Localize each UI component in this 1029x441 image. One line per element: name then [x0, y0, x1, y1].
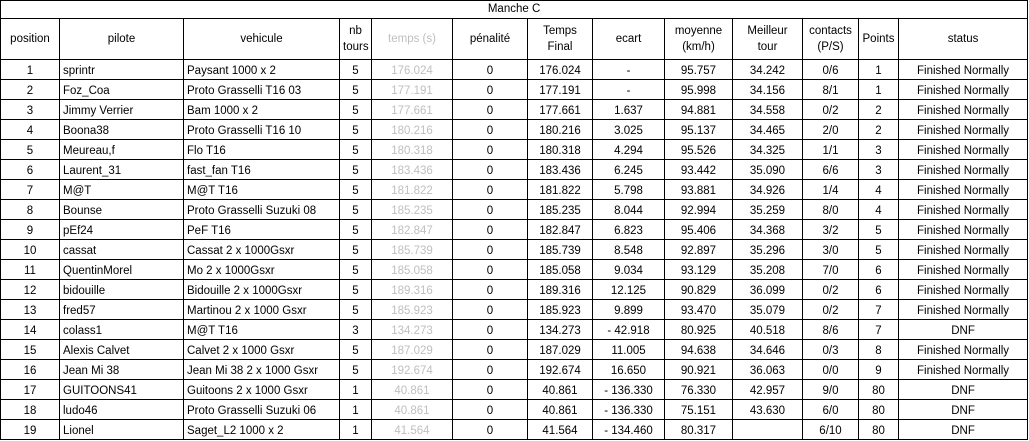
- cell-points: 4: [859, 200, 899, 220]
- cell-penalite: 0: [453, 320, 528, 340]
- cell-temps: 185.058: [372, 260, 453, 280]
- cell-status: DNF: [899, 320, 1028, 340]
- cell-meilleur-tour: 34.465: [733, 120, 803, 140]
- results-body: [1, 60, 1028, 440]
- cell-temps: 134.273: [372, 320, 453, 340]
- cell-contacts: 3/0: [803, 240, 859, 260]
- cell-temps-final: 183.436: [528, 160, 593, 180]
- table-row: [1, 80, 1028, 100]
- cell-contacts: 7/0: [803, 260, 859, 280]
- cell-meilleur-tour: [733, 420, 803, 440]
- cell-penalite: 0: [453, 260, 528, 280]
- cell-nb-tours: 5: [340, 240, 372, 260]
- cell-nb-tours: 5: [340, 200, 372, 220]
- cell-contacts: 0/3: [803, 340, 859, 360]
- cell-contacts: 8/1: [803, 80, 859, 100]
- cell-ecart: 1.637: [593, 100, 665, 120]
- cell-vehicule: Martinou 2 x 1000 Gsxr: [184, 300, 340, 320]
- cell-contacts: 8/6: [803, 320, 859, 340]
- cell-status: Finished Normally: [899, 360, 1028, 380]
- cell-ecart: 16.650: [593, 360, 665, 380]
- cell-penalite: 0: [453, 200, 528, 220]
- cell-vehicule: Paysant 1000 x 2: [184, 60, 340, 80]
- cell-ecart: 6.823: [593, 220, 665, 240]
- cell-position: 19: [1, 420, 60, 440]
- table-row: [1, 400, 1028, 420]
- cell-position: 13: [1, 300, 60, 320]
- table-row: [1, 200, 1028, 220]
- cell-pilote: Jimmy Verrier: [60, 100, 184, 120]
- cell-position: 17: [1, 380, 60, 400]
- cell-status: Finished Normally: [899, 180, 1028, 200]
- cell-pilote: GUITOONS41: [60, 380, 184, 400]
- cell-temps-final: 185.058: [528, 260, 593, 280]
- cell-temps-final: 180.216: [528, 120, 593, 140]
- cell-nb-tours: 5: [340, 300, 372, 320]
- cell-moyenne: 93.442: [665, 160, 733, 180]
- cell-temps: 187.029: [372, 340, 453, 360]
- header-pilote: pilote: [60, 19, 184, 60]
- cell-meilleur-tour: 34.156: [733, 80, 803, 100]
- cell-temps-final: 40.861: [528, 400, 593, 420]
- cell-nb-tours: 1: [340, 380, 372, 400]
- cell-temps-final: 185.739: [528, 240, 593, 260]
- cell-temps: 185.739: [372, 240, 453, 260]
- cell-temps: 176.024: [372, 60, 453, 80]
- cell-meilleur-tour: 36.099: [733, 280, 803, 300]
- cell-contacts: 1/1: [803, 140, 859, 160]
- table-row: [1, 260, 1028, 280]
- table-row: [1, 420, 1028, 440]
- cell-moyenne: 95.137: [665, 120, 733, 140]
- cell-vehicule: Calvet 2 x 1000 Gsxr: [184, 340, 340, 360]
- header-penalite: pénalité: [453, 19, 528, 60]
- cell-vehicule: Proto Grasselli T16 03: [184, 80, 340, 100]
- header-points: Points: [859, 19, 899, 60]
- cell-contacts: 0/2: [803, 100, 859, 120]
- cell-nb-tours: 5: [340, 360, 372, 380]
- cell-points: 5: [859, 220, 899, 240]
- cell-temps: 41.564: [372, 420, 453, 440]
- cell-penalite: 0: [453, 380, 528, 400]
- table-row: [1, 160, 1028, 180]
- cell-meilleur-tour: 35.090: [733, 160, 803, 180]
- cell-ecart: - 42.918: [593, 320, 665, 340]
- cell-nb-tours: 3: [340, 320, 372, 340]
- cell-meilleur-tour: 35.208: [733, 260, 803, 280]
- table-row: [1, 240, 1028, 260]
- table-row: [1, 180, 1028, 200]
- cell-temps-final: 189.316: [528, 280, 593, 300]
- cell-pilote: ludo46: [60, 400, 184, 420]
- header-moyenne: moyenne (km/h): [665, 19, 733, 60]
- cell-temps: 189.316: [372, 280, 453, 300]
- cell-pilote: Laurent_31: [60, 160, 184, 180]
- cell-moyenne: 90.829: [665, 280, 733, 300]
- cell-nb-tours: 5: [340, 340, 372, 360]
- cell-status: Finished Normally: [899, 280, 1028, 300]
- cell-status: Finished Normally: [899, 300, 1028, 320]
- cell-temps-final: 40.861: [528, 380, 593, 400]
- cell-moyenne: 95.526: [665, 140, 733, 160]
- cell-temps: 185.235: [372, 200, 453, 220]
- cell-temps: 180.216: [372, 120, 453, 140]
- header-position: position: [1, 19, 60, 60]
- header-contacts: contacts (P/S): [803, 19, 859, 60]
- cell-nb-tours: 5: [340, 120, 372, 140]
- cell-vehicule: Bidouille 2 x 1000Gsxr: [184, 280, 340, 300]
- cell-position: 10: [1, 240, 60, 260]
- title-row: [1, 1, 1028, 19]
- cell-nb-tours: 5: [340, 280, 372, 300]
- cell-status: Finished Normally: [899, 60, 1028, 80]
- cell-pilote: sprintr: [60, 60, 184, 80]
- cell-meilleur-tour: 34.646: [733, 340, 803, 360]
- cell-position: 15: [1, 340, 60, 360]
- cell-points: 2: [859, 100, 899, 120]
- cell-points: 1: [859, 80, 899, 100]
- header-ecart: ecart: [593, 19, 665, 60]
- table-row: [1, 320, 1028, 340]
- cell-temps-final: 177.661: [528, 100, 593, 120]
- cell-ecart: -: [593, 60, 665, 80]
- cell-points: 7: [859, 320, 899, 340]
- cell-temps: 182.847: [372, 220, 453, 240]
- header-status: status: [899, 19, 1028, 60]
- table-row: [1, 360, 1028, 380]
- cell-pilote: Bounse: [60, 200, 184, 220]
- cell-meilleur-tour: 34.325: [733, 140, 803, 160]
- cell-temps: 185.923: [372, 300, 453, 320]
- cell-temps: 177.661: [372, 100, 453, 120]
- cell-contacts: 2/0: [803, 120, 859, 140]
- cell-contacts: 1/4: [803, 180, 859, 200]
- header-nb-tours: nb tours: [340, 19, 372, 60]
- cell-contacts: 6/10: [803, 420, 859, 440]
- sheet-title: Manche C: [1, 1, 1028, 19]
- header-row: [1, 19, 1028, 60]
- cell-meilleur-tour: 34.926: [733, 180, 803, 200]
- cell-nb-tours: 1: [340, 400, 372, 420]
- cell-ecart: 12.125: [593, 280, 665, 300]
- cell-penalite: 0: [453, 160, 528, 180]
- cell-vehicule: Cassat 2 x 1000Gsxr: [184, 240, 340, 260]
- header-meilleur-tour: Meilleur tour: [733, 19, 803, 60]
- cell-pilote: Lionel: [60, 420, 184, 440]
- cell-points: 80: [859, 400, 899, 420]
- cell-points: 6: [859, 280, 899, 300]
- cell-penalite: 0: [453, 360, 528, 380]
- cell-ecart: 9.899: [593, 300, 665, 320]
- cell-temps-final: 187.029: [528, 340, 593, 360]
- cell-status: Finished Normally: [899, 200, 1028, 220]
- cell-temps: 40.861: [372, 400, 453, 420]
- cell-position: 18: [1, 400, 60, 420]
- cell-temps-final: 134.273: [528, 320, 593, 340]
- cell-vehicule: Bam 1000 x 2: [184, 100, 340, 120]
- cell-moyenne: 93.881: [665, 180, 733, 200]
- cell-temps-final: 176.024: [528, 60, 593, 80]
- cell-pilote: pEf24: [60, 220, 184, 240]
- cell-penalite: 0: [453, 80, 528, 100]
- cell-status: Finished Normally: [899, 120, 1028, 140]
- cell-points: 3: [859, 140, 899, 160]
- cell-position: 14: [1, 320, 60, 340]
- cell-status: Finished Normally: [899, 260, 1028, 280]
- cell-temps: 180.318: [372, 140, 453, 160]
- cell-meilleur-tour: 34.368: [733, 220, 803, 240]
- table-row: [1, 340, 1028, 360]
- cell-contacts: 0/6: [803, 60, 859, 80]
- cell-ecart: 8.044: [593, 200, 665, 220]
- cell-vehicule: Saget_L2 1000 x 2: [184, 420, 340, 440]
- cell-penalite: 0: [453, 220, 528, 240]
- cell-vehicule: Mo 2 x 1000Gsxr: [184, 260, 340, 280]
- cell-moyenne: 80.925: [665, 320, 733, 340]
- cell-points: 8: [859, 340, 899, 360]
- cell-pilote: M@T: [60, 180, 184, 200]
- cell-pilote: bidouille: [60, 280, 184, 300]
- cell-nb-tours: 5: [340, 220, 372, 240]
- cell-points: 2: [859, 120, 899, 140]
- cell-ecart: -: [593, 80, 665, 100]
- cell-temps-final: 180.318: [528, 140, 593, 160]
- cell-position: 12: [1, 280, 60, 300]
- cell-ecart: - 136.330: [593, 400, 665, 420]
- cell-vehicule: M@T T16: [184, 180, 340, 200]
- cell-status: Finished Normally: [899, 140, 1028, 160]
- cell-position: 3: [1, 100, 60, 120]
- cell-vehicule: Proto Grasselli Suzuki 08: [184, 200, 340, 220]
- cell-ecart: 5.798: [593, 180, 665, 200]
- table-row: [1, 60, 1028, 80]
- cell-penalite: 0: [453, 120, 528, 140]
- cell-pilote: Meureau,f: [60, 140, 184, 160]
- cell-penalite: 0: [453, 300, 528, 320]
- cell-ecart: 4.294: [593, 140, 665, 160]
- cell-position: 2: [1, 80, 60, 100]
- cell-ecart: - 136.330: [593, 380, 665, 400]
- cell-status: DNF: [899, 400, 1028, 420]
- cell-meilleur-tour: 34.558: [733, 100, 803, 120]
- cell-moyenne: 90.921: [665, 360, 733, 380]
- cell-ecart: 6.245: [593, 160, 665, 180]
- cell-moyenne: 75.151: [665, 400, 733, 420]
- cell-vehicule: Guitoons 2 x 1000 Gsxr: [184, 380, 340, 400]
- cell-pilote: Foz_Coa: [60, 80, 184, 100]
- table-row: [1, 120, 1028, 140]
- cell-pilote: Jean Mi 38: [60, 360, 184, 380]
- cell-moyenne: 76.330: [665, 380, 733, 400]
- header-temps: temps (s): [372, 19, 453, 60]
- cell-ecart: - 134.460: [593, 420, 665, 440]
- cell-moyenne: 92.994: [665, 200, 733, 220]
- cell-status: Finished Normally: [899, 160, 1028, 180]
- cell-moyenne: 95.998: [665, 80, 733, 100]
- cell-moyenne: 95.406: [665, 220, 733, 240]
- cell-nb-tours: 5: [340, 100, 372, 120]
- cell-temps: 181.822: [372, 180, 453, 200]
- cell-points: 3: [859, 160, 899, 180]
- cell-vehicule: Flo T16: [184, 140, 340, 160]
- cell-contacts: 8/0: [803, 200, 859, 220]
- table-row: [1, 100, 1028, 120]
- cell-contacts: 0/2: [803, 280, 859, 300]
- cell-penalite: 0: [453, 400, 528, 420]
- table-row: [1, 280, 1028, 300]
- table-row: [1, 140, 1028, 160]
- header-temps-final: Temps Final: [528, 19, 593, 60]
- cell-vehicule: PeF T16: [184, 220, 340, 240]
- cell-status: DNF: [899, 380, 1028, 400]
- cell-points: 6: [859, 260, 899, 280]
- cell-temps: 192.674: [372, 360, 453, 380]
- cell-penalite: 0: [453, 240, 528, 260]
- cell-meilleur-tour: 35.079: [733, 300, 803, 320]
- cell-moyenne: 93.129: [665, 260, 733, 280]
- cell-vehicule: M@T T16: [184, 320, 340, 340]
- cell-meilleur-tour: 35.296: [733, 240, 803, 260]
- cell-nb-tours: 5: [340, 60, 372, 80]
- cell-nb-tours: 5: [340, 80, 372, 100]
- cell-status: DNF: [899, 420, 1028, 440]
- cell-pilote: fred57: [60, 300, 184, 320]
- cell-position: 1: [1, 60, 60, 80]
- cell-pilote: colass1: [60, 320, 184, 340]
- cell-temps-final: 192.674: [528, 360, 593, 380]
- cell-moyenne: 93.470: [665, 300, 733, 320]
- cell-pilote: cassat: [60, 240, 184, 260]
- table-row: [1, 380, 1028, 400]
- cell-position: 16: [1, 360, 60, 380]
- cell-nb-tours: 5: [340, 180, 372, 200]
- cell-points: 80: [859, 380, 899, 400]
- cell-penalite: 0: [453, 60, 528, 80]
- cell-penalite: 0: [453, 340, 528, 360]
- cell-position: 6: [1, 160, 60, 180]
- cell-ecart: 9.034: [593, 260, 665, 280]
- cell-position: 11: [1, 260, 60, 280]
- cell-vehicule: fast_fan T16: [184, 160, 340, 180]
- cell-status: Finished Normally: [899, 240, 1028, 260]
- cell-status: Finished Normally: [899, 80, 1028, 100]
- cell-temps: 40.861: [372, 380, 453, 400]
- cell-points: 1: [859, 60, 899, 80]
- cell-penalite: 0: [453, 100, 528, 120]
- cell-meilleur-tour: 43.630: [733, 400, 803, 420]
- cell-vehicule: Proto Grasselli Suzuki 06: [184, 400, 340, 420]
- cell-points: 7: [859, 300, 899, 320]
- cell-position: 4: [1, 120, 60, 140]
- cell-contacts: 9/0: [803, 380, 859, 400]
- header-vehicule: vehicule: [184, 19, 340, 60]
- cell-points: 5: [859, 240, 899, 260]
- cell-ecart: 11.005: [593, 340, 665, 360]
- cell-contacts: 0/2: [803, 300, 859, 320]
- cell-penalite: 0: [453, 280, 528, 300]
- cell-status: Finished Normally: [899, 340, 1028, 360]
- cell-points: 80: [859, 420, 899, 440]
- cell-pilote: QuentinMorel: [60, 260, 184, 280]
- cell-ecart: 3.025: [593, 120, 665, 140]
- cell-status: Finished Normally: [899, 100, 1028, 120]
- cell-temps-final: 185.923: [528, 300, 593, 320]
- cell-position: 7: [1, 180, 60, 200]
- cell-pilote: Boona38: [60, 120, 184, 140]
- cell-contacts: 6/0: [803, 400, 859, 420]
- cell-moyenne: 92.897: [665, 240, 733, 260]
- cell-penalite: 0: [453, 180, 528, 200]
- cell-temps-final: 177.191: [528, 80, 593, 100]
- cell-meilleur-tour: 42.957: [733, 380, 803, 400]
- cell-vehicule: Proto Grasselli T16 10: [184, 120, 340, 140]
- cell-position: 9: [1, 220, 60, 240]
- cell-nb-tours: 5: [340, 140, 372, 160]
- cell-contacts: 6/6: [803, 160, 859, 180]
- cell-temps: 177.191: [372, 80, 453, 100]
- cell-meilleur-tour: 40.518: [733, 320, 803, 340]
- cell-penalite: 0: [453, 140, 528, 160]
- cell-nb-tours: 5: [340, 260, 372, 280]
- table-row: [1, 300, 1028, 320]
- cell-pilote: Alexis Calvet: [60, 340, 184, 360]
- cell-moyenne: 94.638: [665, 340, 733, 360]
- table-row: [1, 220, 1028, 240]
- cell-points: 4: [859, 180, 899, 200]
- cell-position: 8: [1, 200, 60, 220]
- cell-status: Finished Normally: [899, 220, 1028, 240]
- cell-penalite: 0: [453, 420, 528, 440]
- cell-moyenne: 80.317: [665, 420, 733, 440]
- cell-moyenne: 95.757: [665, 60, 733, 80]
- cell-nb-tours: 1: [340, 420, 372, 440]
- cell-meilleur-tour: 34.242: [733, 60, 803, 80]
- cell-vehicule: Jean Mi 38 2 x 1000 Gsxr: [184, 360, 340, 380]
- cell-meilleur-tour: 36.063: [733, 360, 803, 380]
- cell-points: 9: [859, 360, 899, 380]
- cell-contacts: 3/2: [803, 220, 859, 240]
- cell-moyenne: 94.881: [665, 100, 733, 120]
- cell-nb-tours: 5: [340, 160, 372, 180]
- cell-temps: 183.436: [372, 160, 453, 180]
- cell-position: 5: [1, 140, 60, 160]
- cell-contacts: 0/0: [803, 360, 859, 380]
- cell-meilleur-tour: 35.259: [733, 200, 803, 220]
- cell-temps-final: 182.847: [528, 220, 593, 240]
- cell-ecart: 8.548: [593, 240, 665, 260]
- cell-temps-final: 181.822: [528, 180, 593, 200]
- cell-temps-final: 185.235: [528, 200, 593, 220]
- cell-temps-final: 41.564: [528, 420, 593, 440]
